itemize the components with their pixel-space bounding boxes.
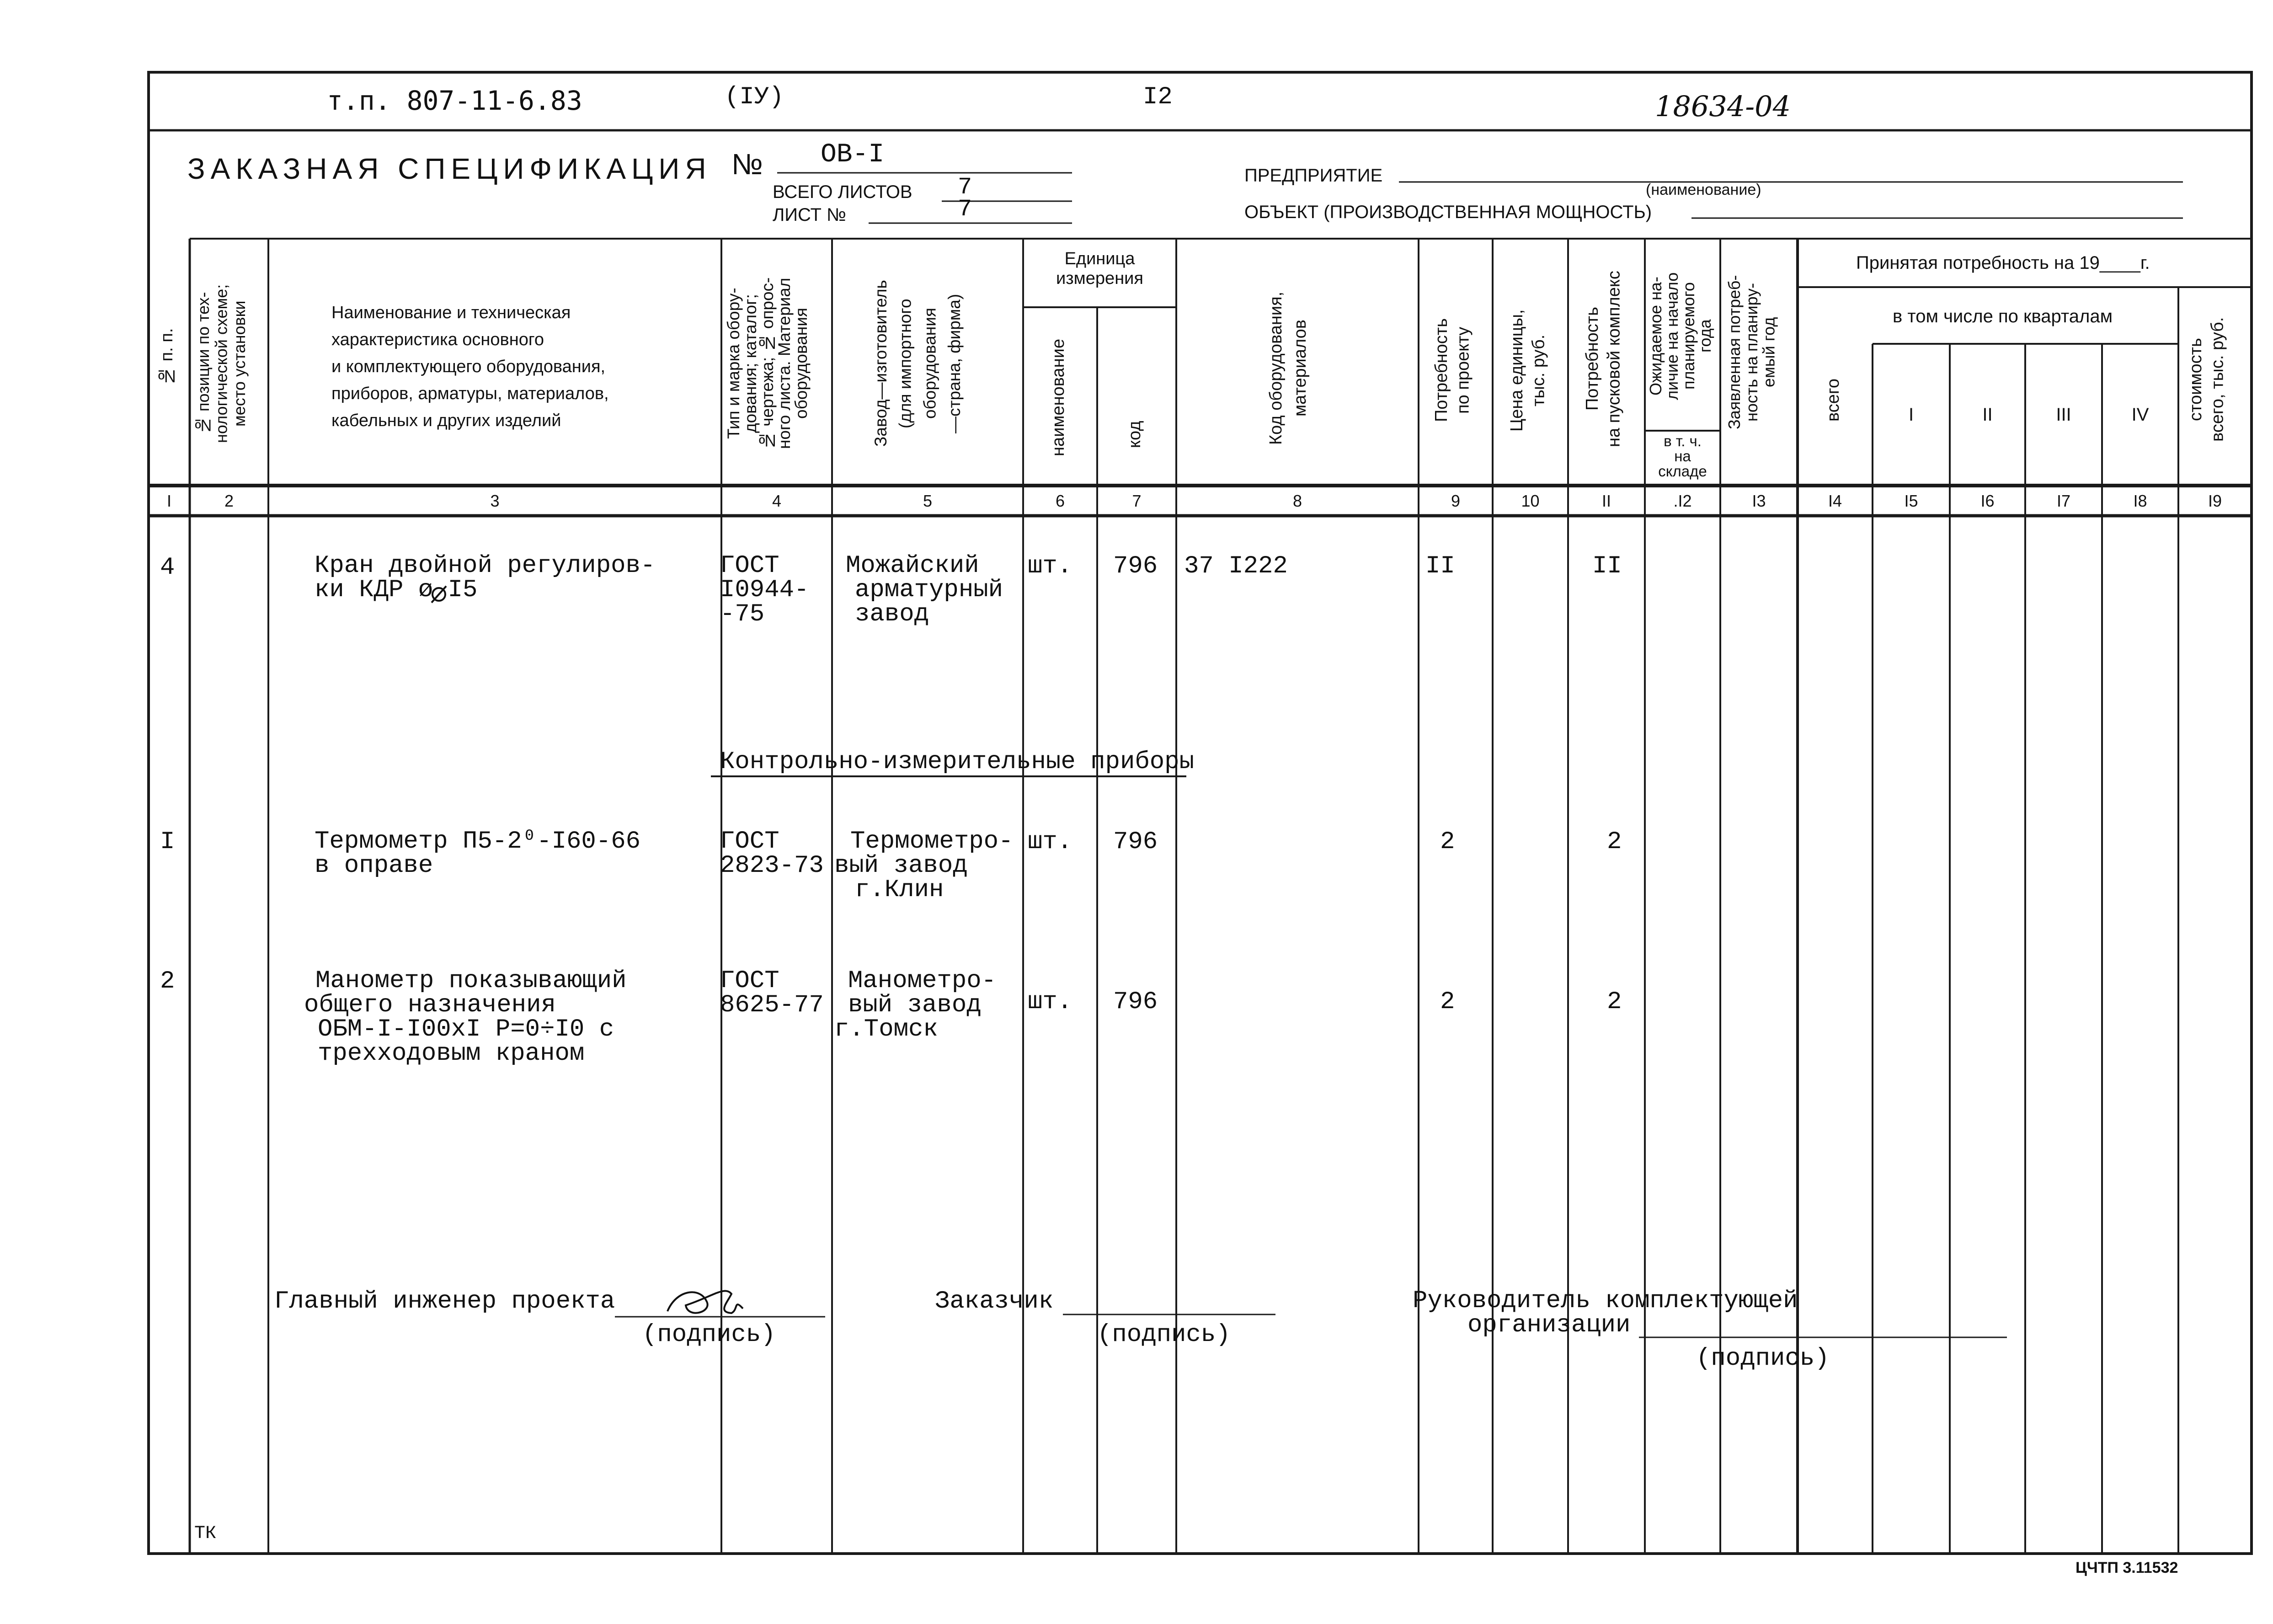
row-maker: Термометро- вый завод г.Клин <box>834 828 1014 904</box>
row-type: ГОСТ I0944- -75 <box>720 552 809 628</box>
row-maker: Можайский арматурный завод <box>846 552 1003 628</box>
supplier-signature-hint: (подпись) <box>1696 1345 1830 1373</box>
row-number: 4 <box>160 554 175 582</box>
quarters-header: в том числе по кварталам <box>1893 306 2113 326</box>
print-mark: ЦЧТП 3.11532 <box>2076 1559 2178 1576</box>
enterprise-label: ПРЕДПРИЯТИЕ <box>1244 166 1383 186</box>
column-number: 9 <box>1451 491 1461 510</box>
row-need: 2 <box>1440 988 1455 1016</box>
column-number: 2 <box>224 491 234 510</box>
row-unit: шт. <box>1028 828 1072 856</box>
row-unit-code: 796 <box>1113 828 1158 856</box>
col-1-header: № п. п. <box>157 328 176 385</box>
col-11-header: Потребность на пусковой комплекс <box>1583 271 1624 447</box>
col-2-header: № позиции по тех- нологической схеме; место установки <box>194 284 249 443</box>
quarter-1-header: I <box>1908 405 1914 425</box>
column-number: 8 <box>1292 491 1302 510</box>
row-unit: шт. <box>1028 988 1072 1016</box>
col-7-header: код <box>1125 421 1144 448</box>
col-4-header: Тип и марка обору- дования; каталог; № чертежа; № опрос- ного листа. Материал оборудования <box>724 277 811 450</box>
col-19-header: стоимость всего, тыс. руб. <box>2186 317 2227 442</box>
customer-signature-hint: (подпись) <box>1097 1321 1231 1349</box>
column-numbers-row <box>0 491 2273 514</box>
col-10-header: Цена единицы, тыс. руб. <box>1507 309 1548 432</box>
supplier-head-label: Руководитель комплектующей организации <box>1413 1287 1798 1339</box>
col-8-header: Код оборудования, материалов <box>1266 291 1310 445</box>
row-type: ГОСТ 2823-73 <box>720 828 824 880</box>
page-number: I2 <box>1143 83 1173 111</box>
number-sign: № <box>731 148 763 181</box>
row-need-start: II <box>1592 552 1622 580</box>
col-12-subheader: в т. ч. на складе <box>1658 433 1707 480</box>
object-label: ОБЪЕКТ (ПРОИЗВОДСТВЕННАЯ МОЩНОСТЬ) <box>1244 202 1652 222</box>
col-5-header: Завод—изготовитель (для импортного оборудования —страна, фирма) <box>871 280 964 447</box>
column-number: 7 <box>1132 491 1142 510</box>
quarter-4-header: IV <box>2131 405 2149 425</box>
sheet-value: 7 <box>958 196 972 223</box>
chief-engineer-label: Главный инженер проекта <box>274 1287 615 1315</box>
sheet-label: ЛИСТ № <box>773 205 847 225</box>
column-number: 10 <box>1521 491 1540 510</box>
row-number: 2 <box>160 967 175 995</box>
row-unit: шт. <box>1028 552 1072 580</box>
quarter-3-header: III <box>2056 405 2071 425</box>
row-maker: Манометро- вый завод г.Томск <box>834 967 997 1043</box>
column-number: I7 <box>2056 491 2071 510</box>
col-6-header: наименование <box>1049 339 1068 457</box>
chief-engineer-signature-hint: (подпись) <box>642 1321 776 1349</box>
column-number: I3 <box>1752 491 1766 510</box>
row-equipment-code: 37 I222 <box>1184 552 1288 580</box>
col-13-header: Заявленная потреб- ность на планиру- емый год <box>1725 275 1778 429</box>
column-number: I6 <box>1980 491 1995 510</box>
row-name: Термометр П5-2⁰-I60-66 в оправе <box>315 828 641 880</box>
col-14-header: всего <box>1824 378 1843 422</box>
signature-scribble <box>667 1291 743 1313</box>
row-need-start: 2 <box>1607 828 1622 856</box>
section-title: Контрольно-измерительные приборы <box>720 748 1194 776</box>
unit-group-header: Единица измерения <box>1056 249 1143 288</box>
col-9-header: Потребность по проекту <box>1432 318 1473 422</box>
column-number: I <box>166 491 171 510</box>
customer-label: Заказчик <box>935 1287 1054 1315</box>
row-type: ГОСТ 8625-77 <box>720 967 824 1019</box>
project-code: т.п. 807-11-6.83 <box>327 85 582 116</box>
column-number: 4 <box>772 491 782 510</box>
column-number: 3 <box>490 491 500 510</box>
row-name: Кран двойной регулиров- ки КДР ø I5 <box>315 552 656 604</box>
column-number: I5 <box>1904 491 1918 510</box>
quarter-2-header: II <box>1982 405 1993 425</box>
tk-mark: ТК <box>194 1523 217 1544</box>
row-need: II <box>1425 552 1455 580</box>
row-need: 2 <box>1440 828 1455 856</box>
row-unit-code: 796 <box>1113 988 1158 1016</box>
page-title: ЗАКАЗНАЯ СПЕЦИФИКАЦИЯ <box>187 152 712 185</box>
name-hint: (наименование) <box>1646 181 1761 198</box>
row-number: I <box>160 828 175 856</box>
column-number: .I2 <box>1673 491 1692 510</box>
row-name: Манометр показывающий общего назначения ОБМ-I-I00xI P=0÷I0 с трехходовым краном <box>304 967 627 1068</box>
archive-number: 18634-04 <box>1655 90 1791 123</box>
column-number: 6 <box>1055 491 1065 510</box>
total-sheets-label: ВСЕГО ЛИСТОВ <box>773 182 912 202</box>
spec-number: ОВ-I <box>821 140 885 170</box>
column-number: I4 <box>1828 491 1842 510</box>
col-12-header: Ожидаемое на- личие на начало планируемого года <box>1646 272 1714 400</box>
col-3-header: Наименование и техническая характеристика основного и комплектующего оборудования, приборов, арматуры, материалов, кабельных и других изделий <box>331 303 609 430</box>
column-number: II <box>1601 491 1611 510</box>
row-unit-code: 796 <box>1113 552 1158 580</box>
column-number: 5 <box>923 491 933 510</box>
column-number: I8 <box>2133 491 2147 510</box>
total-sheets-value: 7 <box>958 174 972 201</box>
album-mark: (IУ) <box>725 83 784 111</box>
column-number: I9 <box>2208 491 2222 510</box>
accepted-need-header: Принятая потребность на 19____г. <box>1856 253 2150 273</box>
row-need-start: 2 <box>1607 988 1622 1016</box>
